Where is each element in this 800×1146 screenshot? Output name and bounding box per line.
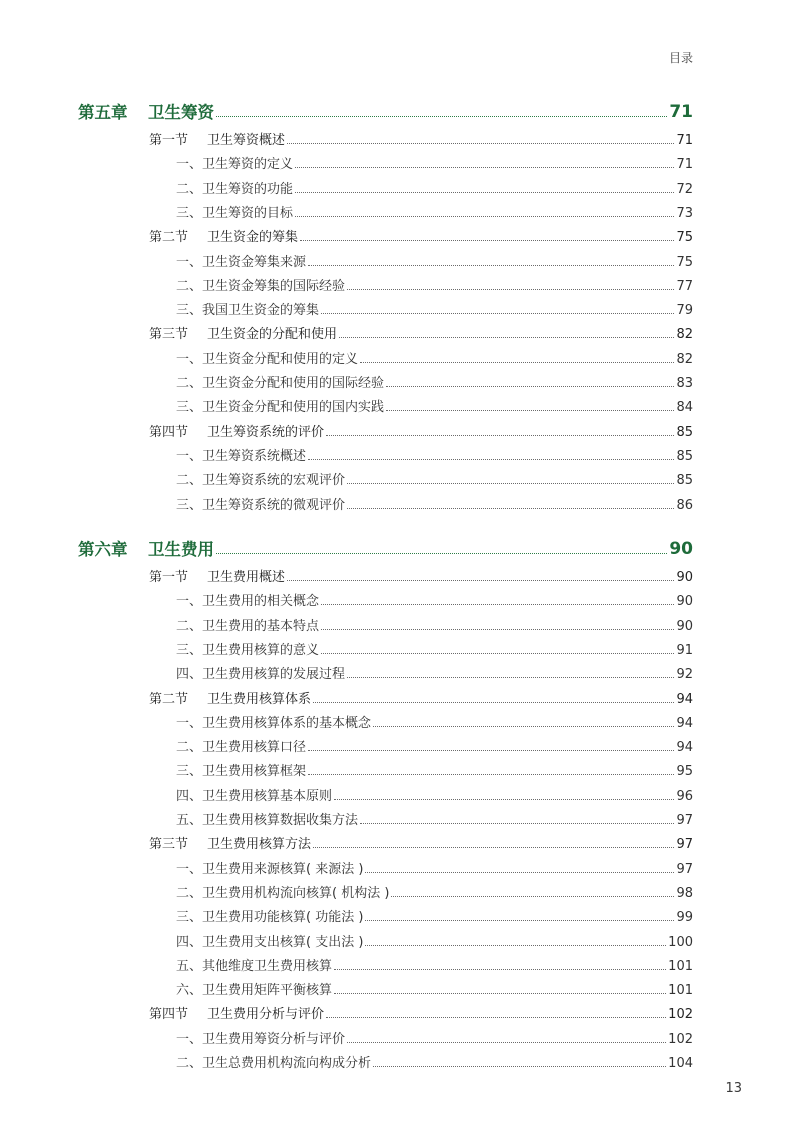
dot-leader	[373, 1066, 666, 1067]
dot-leader	[326, 435, 674, 436]
dot-leader	[287, 580, 674, 581]
item-title: 一、卫生费用核算体系的基本概念	[176, 715, 372, 731]
item-title: 一、卫生资金分配和使用的定义	[176, 351, 359, 367]
item-entry-page: 97	[676, 813, 693, 828]
section-number: 第一节	[149, 570, 189, 585]
item-entry[interactable]	[78, 207, 693, 220]
dot-leader	[313, 702, 674, 703]
dot-leader	[386, 410, 674, 411]
dot-leader	[308, 750, 674, 751]
item-entry-page: 77	[676, 278, 693, 294]
item-entry[interactable]	[78, 280, 693, 293]
item-entry-page: 94	[676, 715, 693, 731]
dot-leader	[360, 362, 674, 363]
item-entry-label	[176, 377, 384, 390]
item-entry[interactable]	[78, 256, 693, 269]
item-entry-page: 82	[676, 351, 693, 367]
section-entry[interactable]	[78, 328, 693, 341]
item-entry[interactable]	[78, 474, 693, 487]
item-title: 一、卫生费用的相关概念	[176, 594, 320, 610]
section-entry-page: 102	[668, 1007, 693, 1023]
dot-leader	[365, 872, 674, 873]
section-number: 第二节	[149, 230, 189, 246]
section-number: 第三节	[149, 327, 189, 343]
section-title: 卫生费用核算方法	[207, 837, 312, 853]
dot-leader	[391, 896, 674, 897]
item-entry-page: 100	[668, 934, 693, 950]
item-entry-label	[176, 1033, 345, 1046]
section-entry-label	[149, 1008, 324, 1021]
section-entry-page: 71	[676, 133, 693, 148]
chapter-title: 卫生筹资	[148, 102, 214, 122]
item-entry-label	[176, 644, 319, 657]
chapter-number: 第五章	[78, 102, 128, 122]
item-entry[interactable]	[78, 620, 693, 633]
dot-leader	[300, 240, 674, 241]
item-title: 五、卫生费用核算数据收集方法	[176, 813, 359, 828]
item-title: 四、卫生费用核算的发展过程	[176, 667, 346, 683]
item-entry-label	[176, 499, 345, 512]
chapter-entry-page: 71	[669, 102, 693, 122]
item-entry-page: 92	[676, 667, 693, 683]
section-entry[interactable]	[78, 571, 693, 584]
dot-leader	[321, 604, 674, 605]
item-entry-label	[176, 911, 363, 924]
item-title: 四、卫生费用核算基本原则	[176, 788, 333, 804]
item-entry-label	[176, 790, 332, 803]
item-entry-page: 73	[676, 205, 693, 221]
item-entry-page: 72	[676, 181, 693, 197]
item-entry-label	[176, 280, 345, 293]
section-entry[interactable]	[78, 838, 693, 851]
item-entry[interactable]	[78, 377, 693, 390]
dot-leader	[313, 847, 674, 848]
section-entry[interactable]	[78, 231, 693, 244]
item-entry-page: 94	[676, 740, 693, 756]
item-title: 一、卫生筹资的定义	[176, 157, 294, 173]
item-entry-label	[176, 717, 371, 730]
item-entry-label	[176, 183, 293, 196]
item-title: 二、卫生总费用机构流向构成分析	[176, 1056, 372, 1071]
section-number: 第二节	[149, 691, 189, 707]
dot-leader	[347, 483, 674, 484]
item-title: 三、卫生筹资的目标	[176, 205, 294, 221]
section-title: 卫生筹资概述	[207, 133, 286, 148]
item-entry-label	[176, 304, 319, 317]
item-entry[interactable]	[78, 450, 693, 463]
chapter-title: 卫生费用	[148, 539, 214, 559]
item-title: 三、卫生费用核算的意义	[176, 642, 320, 658]
item-title: 六、卫生费用矩阵平衡核算	[176, 983, 333, 999]
item-entry[interactable]	[78, 887, 693, 900]
dot-leader	[321, 653, 674, 654]
item-entry[interactable]	[78, 304, 693, 317]
section-entry-label	[149, 838, 311, 851]
section-entry[interactable]	[78, 134, 693, 147]
item-title: 一、卫生费用筹资分析与评价	[176, 1031, 346, 1047]
item-title: 二、卫生费用的基本特点	[176, 618, 320, 634]
section-entry-page: 94	[676, 691, 693, 707]
dot-leader	[295, 216, 674, 217]
dot-leader	[373, 726, 674, 727]
dot-leader	[295, 167, 674, 168]
chapter-number: 第六章	[78, 539, 128, 559]
item-entry[interactable]	[78, 911, 693, 924]
item-entry[interactable]	[78, 183, 693, 196]
item-entry-label	[176, 595, 319, 608]
item-entry-label	[176, 401, 384, 414]
item-entry[interactable]	[78, 668, 693, 681]
dot-leader	[321, 313, 674, 314]
item-entry-page: 95	[676, 764, 693, 780]
item-entry-page: 85	[676, 448, 693, 464]
chapter-entry[interactable]	[78, 104, 693, 121]
dot-leader	[321, 629, 674, 630]
item-entry[interactable]	[78, 765, 693, 778]
item-title: 四、卫生费用支出核算( 支出法 )	[176, 934, 364, 950]
section-entry-label	[149, 693, 311, 706]
item-title: 二、卫生资金分配和使用的国际经验	[176, 376, 385, 391]
item-title: 三、我国卫生资金的筹集	[176, 303, 320, 319]
running-head: 目录	[668, 51, 693, 65]
page-number: 13	[725, 1081, 742, 1096]
section-number: 第三节	[149, 837, 189, 853]
item-entry[interactable]	[78, 741, 693, 754]
section-entry-page: 97	[676, 837, 693, 853]
section-entry-page: 82	[676, 327, 693, 343]
chapter-entry[interactable]	[78, 541, 693, 558]
item-entry[interactable]	[78, 863, 693, 876]
dot-leader	[308, 774, 674, 775]
section-entry-page: 90	[676, 570, 693, 585]
section-number: 第四节	[149, 424, 189, 440]
item-entry-page: 99	[676, 910, 693, 926]
dot-leader	[347, 289, 674, 290]
item-entry-label	[176, 936, 363, 949]
item-entry-page: 84	[676, 400, 693, 416]
dot-leader	[334, 799, 674, 800]
dot-leader	[360, 823, 674, 824]
item-entry[interactable]	[78, 499, 693, 512]
chapter-entry-label	[78, 102, 214, 122]
item-entry[interactable]	[78, 401, 693, 414]
item-entry[interactable]	[78, 936, 693, 949]
item-entry-label	[176, 474, 345, 487]
item-entry[interactable]	[78, 1057, 693, 1070]
section-entry-page: 75	[676, 230, 693, 246]
section-number: 第一节	[149, 133, 189, 148]
dot-leader	[295, 192, 674, 193]
chapter-entry-page: 90	[669, 539, 693, 559]
section-title: 卫生费用分析与评价	[207, 1007, 325, 1023]
section-entry[interactable]	[78, 1008, 693, 1021]
item-title: 二、卫生费用机构流向核算( 机构法 )	[176, 885, 390, 901]
item-entry-page: 83	[676, 376, 693, 391]
dot-leader	[365, 945, 666, 946]
item-entry-page: 98	[676, 885, 693, 901]
dot-leader	[308, 459, 674, 460]
item-entry-label	[176, 765, 306, 778]
item-entry-page: 101	[668, 983, 693, 999]
item-entry[interactable]	[78, 158, 693, 171]
item-entry[interactable]	[78, 960, 693, 973]
dot-leader	[326, 1017, 666, 1018]
item-entry[interactable]	[78, 790, 693, 803]
item-title: 三、卫生费用核算框架	[176, 764, 307, 780]
item-entry-page: 97	[676, 861, 693, 877]
section-title: 卫生费用概述	[207, 570, 286, 585]
item-title: 三、卫生资金分配和使用的国内实践	[176, 400, 385, 416]
item-entry-page: 91	[676, 642, 693, 658]
item-entry-label	[176, 620, 319, 633]
item-entry-page: 75	[676, 254, 693, 270]
item-entry-page: 85	[676, 473, 693, 489]
dot-leader	[386, 386, 674, 387]
section-entry-label	[149, 571, 285, 584]
item-entry[interactable]	[78, 1033, 693, 1046]
dot-leader	[216, 116, 667, 117]
item-entry[interactable]	[78, 814, 693, 827]
item-entry-page: 96	[676, 788, 693, 804]
section-title: 卫生资金的分配和使用	[207, 327, 338, 343]
item-entry-label	[176, 1057, 371, 1070]
item-entry-label	[176, 814, 358, 827]
section-title: 卫生筹资系统的评价	[207, 424, 325, 440]
section-entry-label	[149, 426, 324, 439]
item-title: 二、卫生筹资的功能	[176, 181, 294, 197]
item-title: 一、卫生资金筹集来源	[176, 254, 307, 270]
item-entry-page: 101	[668, 958, 693, 974]
item-entry[interactable]	[78, 984, 693, 997]
section-entry-label	[149, 134, 285, 147]
chapter-entry-label	[78, 539, 214, 559]
section-title: 卫生费用核算体系	[207, 691, 312, 707]
item-entry[interactable]	[78, 595, 693, 608]
item-title: 二、卫生筹资系统的宏观评价	[176, 473, 346, 489]
item-entry-page: 104	[668, 1056, 693, 1071]
item-entry-page: 79	[676, 303, 693, 319]
section-entry-page: 85	[676, 424, 693, 440]
item-entry-label	[176, 668, 345, 681]
item-entry-page: 90	[676, 618, 693, 634]
item-title: 三、卫生筹资系统的微观评价	[176, 497, 346, 513]
item-entry-page: 102	[668, 1031, 693, 1047]
item-title: 三、卫生费用功能核算( 功能法 )	[176, 910, 364, 926]
section-entry-label	[149, 328, 337, 341]
section-title: 卫生资金的筹集	[207, 230, 299, 246]
item-entry-label	[176, 207, 293, 220]
item-entry-page: 90	[676, 594, 693, 610]
dot-leader	[216, 553, 667, 554]
item-entry-label	[176, 960, 332, 973]
item-entry-label	[176, 863, 363, 876]
item-title: 五、其他维度卫生费用核算	[176, 958, 333, 974]
item-entry-label	[176, 887, 389, 900]
item-title: 一、卫生费用来源核算( 来源法 )	[176, 861, 364, 877]
dot-leader	[347, 677, 674, 678]
section-entry[interactable]	[78, 426, 693, 439]
item-title: 二、卫生资金筹集的国际经验	[176, 278, 346, 294]
dot-leader	[365, 920, 674, 921]
item-entry-label	[176, 353, 358, 366]
item-entry-label	[176, 984, 332, 997]
dot-leader	[347, 1042, 666, 1043]
dot-leader	[308, 265, 674, 266]
dot-leader	[287, 143, 674, 144]
item-entry-label	[176, 256, 306, 269]
item-title: 一、卫生筹资系统概述	[176, 448, 307, 464]
item-entry[interactable]	[78, 644, 693, 657]
item-title: 二、卫生费用核算口径	[176, 740, 307, 756]
item-entry-page: 71	[676, 157, 693, 173]
item-entry-label	[176, 741, 306, 754]
item-entry[interactable]	[78, 353, 693, 366]
dot-leader	[334, 969, 666, 970]
item-entry-label	[176, 158, 293, 171]
item-entry[interactable]	[78, 717, 693, 730]
section-entry[interactable]	[78, 693, 693, 706]
item-entry-label	[176, 450, 306, 463]
section-entry-label	[149, 231, 298, 244]
section-number: 第四节	[149, 1007, 189, 1023]
dot-leader	[334, 993, 666, 994]
dot-leader	[347, 508, 674, 509]
item-entry-page: 86	[676, 497, 693, 513]
dot-leader	[339, 337, 674, 338]
